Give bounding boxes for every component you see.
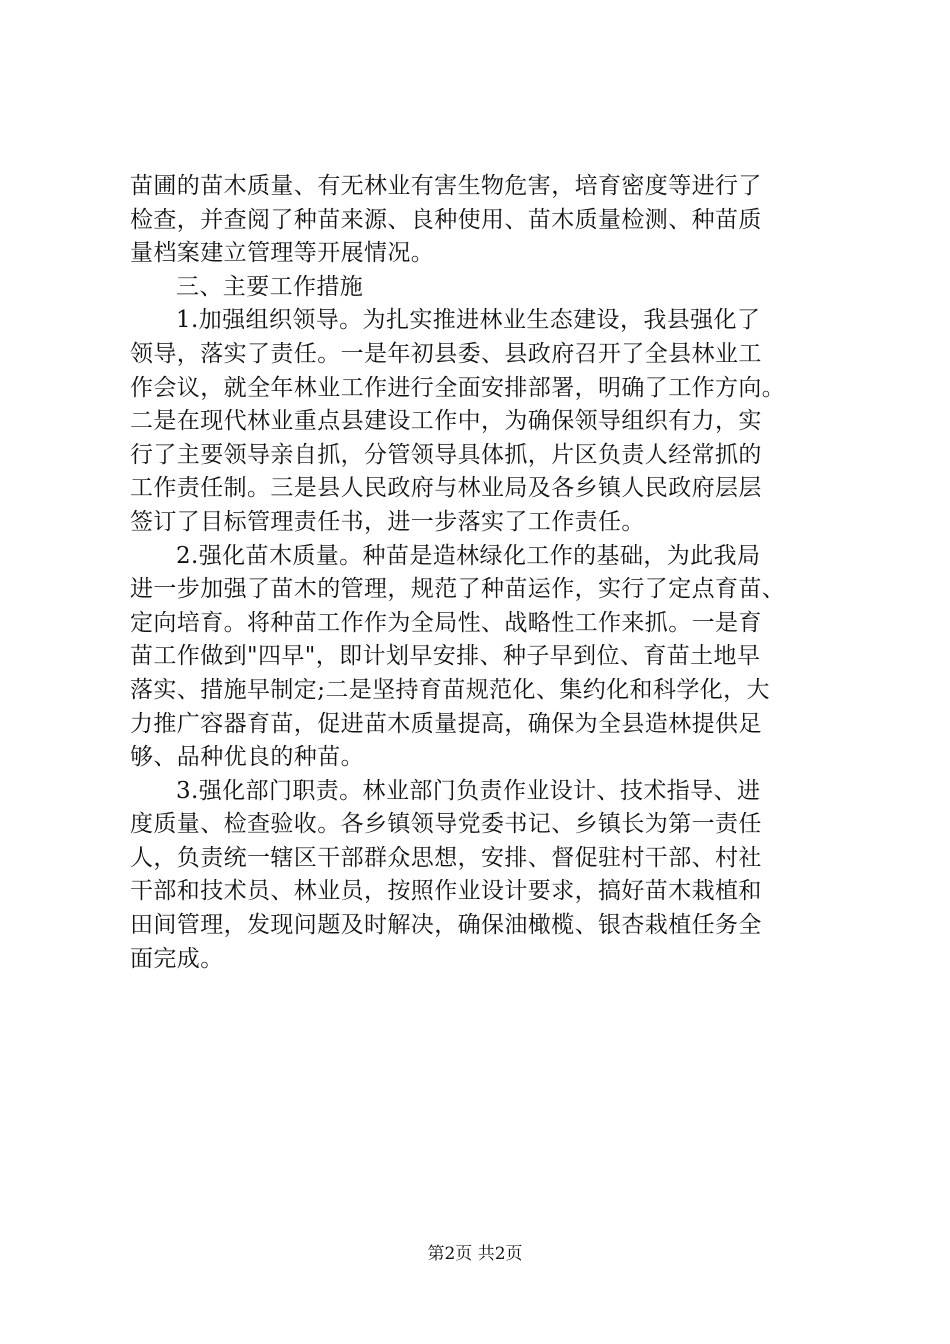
- text-line: 田间管理，发现问题及时解决，确保油橄榄、银杏栽植任务全: [130, 912, 762, 939]
- text-line: 人，负责统一辖区干部群众思想，安排、督促驻村干部、村社: [130, 844, 762, 871]
- text-line: 作会议，就全年林业工作进行全面安排部署，明确了工作方向。: [130, 374, 786, 401]
- page-number-footer: 第2页 共2页: [427, 1244, 523, 1264]
- text-line: 够、品种优良的种苗。: [130, 744, 364, 771]
- text-line: 签订了目标管理责任书，进一步落实了工作责任。: [130, 508, 645, 535]
- paragraph-start: 3.强化部门职责。林业部门负责作业设计、技术指导、进: [176, 777, 761, 804]
- text-line: 二是在现代林业重点县建设工作中，为确保领导组织有力，实: [130, 408, 762, 435]
- text-line: 苗圃的苗木质量、有无林业有害生物危害，培育密度等进行了: [130, 173, 762, 199]
- text-line: 面完成。: [130, 945, 224, 972]
- text-line: 干部和技术员、林业员，按照作业设计要求，搞好苗木栽植和: [130, 878, 762, 905]
- text-line: 领导，落实了责任。一是年初县委、县政府召开了全县林业工: [130, 340, 762, 367]
- text-line: 工作责任制。三是县人民政府与林业局及各乡镇人民政府层层: [130, 475, 762, 502]
- text-line: 定向培育。将种苗工作作为全局性、战略性工作来抓。一是育: [130, 609, 762, 636]
- document-body: [130, 170, 820, 976]
- paragraph-start: 2.强化苗木质量。种苗是造林绿化工作的基础，为此我局: [176, 542, 761, 569]
- text-line: 苗工作做到"四早"，即计划早安排、种子早到位、育苗土地早: [130, 643, 761, 670]
- text-line: 力推广容器育苗，促进苗木质量提高，确保为全县造林提供足: [130, 710, 762, 737]
- text-line: 度质量、检查验收。各乡镇领导党委书记、乡镇长为第一责任: [130, 811, 762, 838]
- paragraph-start: 1.加强组织领导。为扎实推进林业生态建设，我县强化了: [176, 307, 761, 334]
- text-line: 检查，并查阅了种苗来源、良种使用、苗木质量检测、种苗质: [130, 206, 762, 233]
- text-line: 行了主要领导亲自抓，分管领导具体抓，片区负责人经常抓的: [130, 441, 762, 468]
- section-heading: 三、主要工作措施: [176, 273, 364, 300]
- text-line: 量档案建立管理等开展情况。: [130, 240, 435, 267]
- text-line: 进一步加强了苗木的管理，规范了种苗运作，实行了定点育苗、: [130, 576, 786, 603]
- text-line: 落实、措施早制定;二是坚持育苗规范化、集约化和科学化，大: [130, 676, 770, 703]
